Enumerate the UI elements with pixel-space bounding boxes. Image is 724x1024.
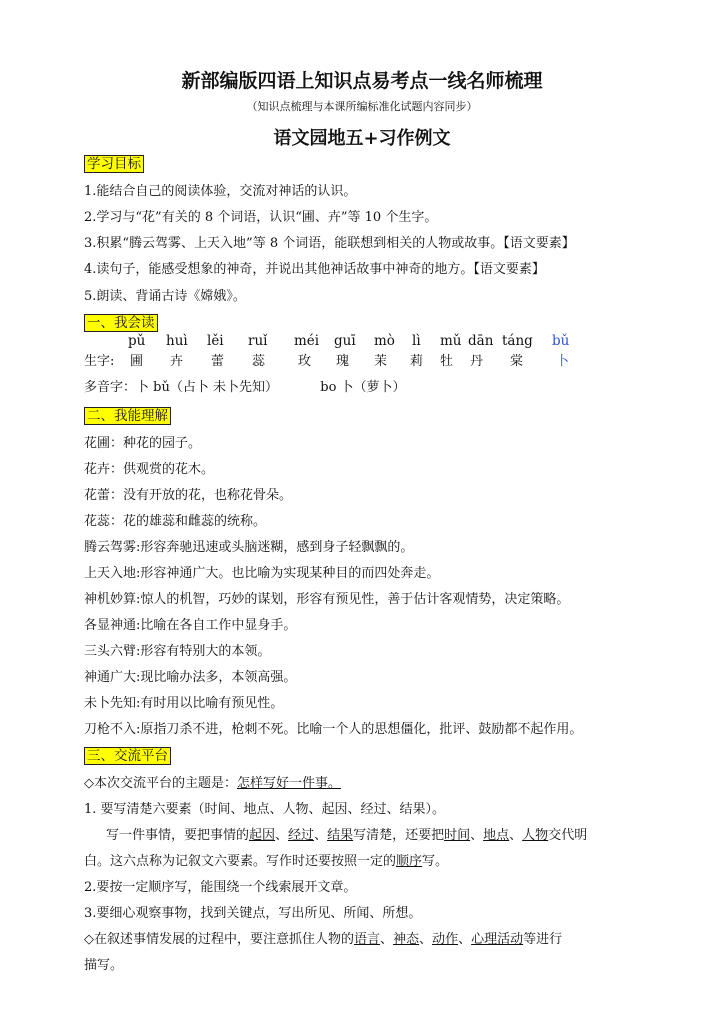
pinyin: mò — [374, 333, 395, 349]
pinyin: dān — [468, 333, 494, 349]
pinyin: lì — [412, 333, 421, 349]
definition-item: 花蕾：没有开放的花，也称花骨朵。 — [84, 488, 293, 503]
definition-item: 刀枪不入:原指刀杀不进，枪刺不死。比喻一个人的思想僵化，批评、鼓励都不起作用。 — [84, 722, 583, 737]
char: 圃 — [130, 354, 144, 369]
goal-item: 4.读句子，能感受想象的神奇，并说出其他神话故事中神奇的地方。【语文要素】 — [84, 262, 545, 277]
char: 卜 — [556, 354, 570, 369]
lesson-title: 语文园地五+习作例文 — [273, 128, 451, 149]
char: 棠 — [510, 354, 524, 369]
point-item: 3.要细心观察事物，找到关键点，写出所见、所闻、所想。 — [84, 906, 422, 921]
point-item: 2.要按一定顺序写，能围绕一个线索展开文章。 — [84, 880, 357, 895]
char: 茉 — [374, 354, 388, 369]
definition-item: 神机妙算:惊人的机智，巧妙的谋划，形容有预见性，善于估计客观情势，决定策略。 — [84, 592, 570, 607]
definition-item: 各显神通:比喻在各自工作中显身手。 — [84, 618, 297, 633]
theme-text: 怎样写好一件事。 — [237, 776, 342, 791]
definition-item: 三头六臂:形容有特别大的本领。 — [84, 644, 271, 659]
definition-item: 未卜先知:有时用以比喻有预见性。 — [84, 696, 284, 711]
paragraph-line: 描写。 — [84, 958, 124, 973]
pinyin: ruǐ — [248, 333, 268, 349]
definition-item: 花圃：种花的园子。 — [84, 436, 202, 451]
section-heading-exchange: 三、交流平台 — [84, 744, 171, 764]
paragraph-line: ◇在叙述事情发展的过程中，要注意抓住人物的语言、神态、动作、心理活动等进行 — [84, 932, 563, 947]
definition-item: 神通广大:现比喻办法多，本领高强。 — [84, 670, 297, 685]
section-heading-goals: 学习目标 — [84, 152, 144, 172]
pinyin: pǔ — [128, 333, 146, 349]
goal-item: 5.朗读、背诵古诗《嫦娥》。 — [84, 289, 246, 304]
paragraph-line: 白。这六点称为记叙文六要素。写作时还要按照一定的顺序写。 — [84, 854, 449, 869]
section-heading-understand: 二、我能理解 — [84, 404, 171, 424]
doc-subtitle: （知识点梳理与本课所编标准化试题内容同步） — [246, 100, 478, 113]
definition-item: 花卉：供观赏的花木。 — [84, 462, 215, 477]
goal-item: 3.积累“腾云驾雾、上天入地”等 8 个词语，能联想到相关的人物或故事。【语文要素】 — [84, 236, 575, 251]
paragraph-line: 写一件事情，要把事情的起因、经过、结果写清楚，还要把时间、地点、人物交代明 — [106, 828, 588, 843]
definition-item: 花蕊：花的雄蕊和雌蕊的统称。 — [84, 514, 267, 529]
point-item: 1. 要写清楚六要素（时间、地点、人物、起因、经过、结果）。 — [84, 802, 446, 817]
goal-item: 2.学习与“花”有关的 8 个词语，认识“圃、卉”等 10 个生字。 — [84, 210, 438, 225]
pinyin: méi — [294, 333, 320, 349]
pinyin: mǔ — [440, 333, 462, 349]
theme-line: ◇本次交流平台的主题是：怎样写好一件事。 — [84, 776, 342, 791]
pinyin: lěi — [207, 333, 224, 349]
definition-item: 腾云驾雾:形容奔驰迅速或头脑迷糊，感到身子轻飘飘的。 — [84, 540, 414, 555]
char: 莉 — [410, 354, 424, 369]
pinyin: táng — [502, 333, 533, 349]
doc-title: 新部编版四语上知识点易考点一线名师梳理 — [181, 70, 543, 92]
pinyin: huì — [166, 333, 188, 349]
char: 蕾 — [211, 354, 225, 369]
char: 瑰 — [336, 354, 350, 369]
char: 卉 — [170, 354, 184, 369]
char: 蕊 — [252, 354, 266, 369]
char: 丹 — [470, 354, 484, 369]
char: 玫 — [298, 354, 312, 369]
pinyin: bǔ — [552, 333, 570, 349]
char: 牡 — [440, 354, 454, 369]
definition-item: 上天入地:形容神通广大。也比喻为实现某种目的而四处奔走。 — [84, 566, 440, 581]
goal-item: 1.能结合自己的阅读体验，交流对神话的认识。 — [84, 184, 357, 199]
pinyin: guī — [334, 333, 356, 349]
char-label: 生字: — [84, 354, 115, 369]
polyphone-line: 多音字：卜 bǔ（占卜 未卜先知） bo 卜（萝卜） — [84, 380, 406, 395]
section-heading-read: 一、我会读 — [84, 311, 158, 331]
